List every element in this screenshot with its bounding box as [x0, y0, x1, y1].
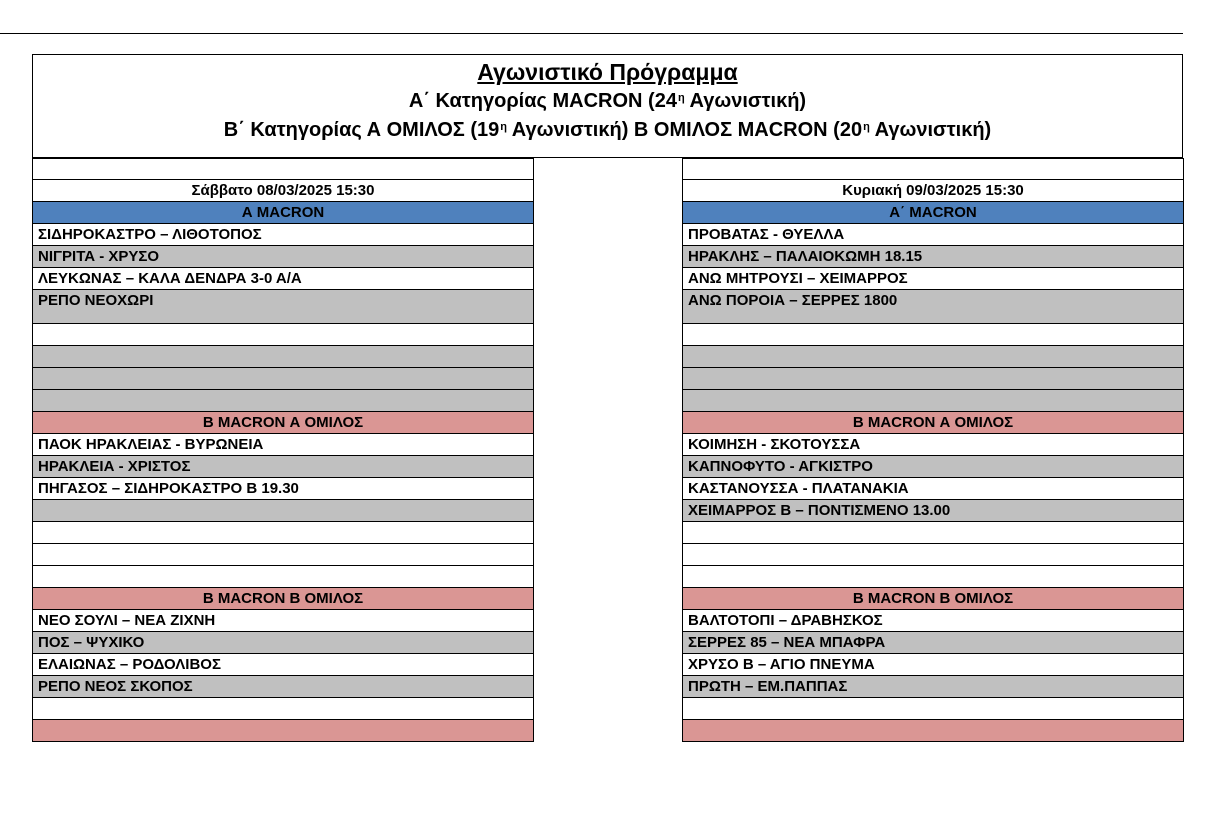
- category-a-subtitle: [33, 90, 1182, 113]
- saturday-schedule: [32, 158, 534, 742]
- match-row: ΠΡΟΒΑΤΑΣ - ΘΥΕΛΛΑ: [682, 224, 1184, 246]
- match-row: ΚΑΠΝΟΦΥΤΟ - ΑΓΚΙΣΤΡΟ: [682, 456, 1184, 478]
- empty-row: [682, 158, 1184, 180]
- page-title: Αγωνιστικό Πρόγραμμα: [477, 59, 738, 85]
- b-group-a-header: Β MACRON Α ΟΜΙΛΟΣ: [32, 412, 534, 434]
- ordinal-sup: η: [500, 121, 507, 133]
- subtitle-text: Αγωνιστική): [869, 119, 992, 141]
- match-row: ΑΝΩ ΠΟΡΟΙΑ – ΣΕΡΡΕΣ 1800: [682, 290, 1184, 324]
- empty-row: [682, 544, 1184, 566]
- match-row: ΒΑΛΤΟΤΟΠΙ – ΔΡΑΒΗΣΚΟΣ: [682, 610, 1184, 632]
- match-row: ΚΟΙΜΗΣΗ - ΣΚΟΤΟΥΣΣΑ: [682, 434, 1184, 456]
- empty-row: [32, 698, 534, 720]
- top-divider: [0, 33, 1183, 34]
- match-row: ΡΕΠΟ ΝΕΟΧΩΡΙ: [32, 290, 534, 324]
- match-row: ΠΑΟΚ ΗΡΑΚΛΕΙΑΣ - ΒΥΡΩΝΕΙΑ: [32, 434, 534, 456]
- match-row: ΗΡΑΚΛΕΙΑ - ΧΡΙΣΤΟΣ: [32, 456, 534, 478]
- subtitle-text: Β΄ Κατηγορίας Α ΟΜΙΛΟΣ (19: [223, 119, 500, 141]
- a-macron-header: Α MACRON: [32, 202, 534, 224]
- match-row: ΚΑΣΤΑΝΟΥΣΣΑ - ΠΛΑΤΑΝΑΚΙΑ: [682, 478, 1184, 500]
- match-row: ΝΕΟ ΣΟΥΛΙ – ΝΕΑ ΖΙΧΝΗ: [32, 610, 534, 632]
- schedule-header: [32, 54, 1183, 158]
- empty-row: [32, 566, 534, 588]
- category-b-subtitle: [33, 119, 1182, 142]
- empty-row: [682, 390, 1184, 412]
- subtitle-text: Α΄ Κατηγορίας MACRON (24: [408, 90, 677, 112]
- empty-row: [32, 522, 534, 544]
- empty-row: [682, 566, 1184, 588]
- empty-row: [682, 720, 1184, 742]
- empty-row: [32, 544, 534, 566]
- empty-row: [682, 324, 1184, 346]
- sunday-schedule: [682, 158, 1184, 742]
- match-row: ΝΙΓΡΙΤΑ - ΧΡΥΣΟ: [32, 246, 534, 268]
- saturday-date: Σάββατο 08/03/2025 15:30: [32, 180, 534, 202]
- match-row: ΛΕΥΚΩΝΑΣ – ΚΑΛΑ ΔΕΝΔΡΑ 3-0 Α/Α: [32, 268, 534, 290]
- empty-row: [32, 720, 534, 742]
- match-row: ΕΛΑΙΩΝΑΣ – ΡΟΔΟΛΙΒΟΣ: [32, 654, 534, 676]
- match-row: ΧΕΙΜΑΡΡΟΣ Β – ΠΟΝΤΙΣΜΕΝΟ 13.00: [682, 500, 1184, 522]
- empty-row: [682, 368, 1184, 390]
- empty-row: [682, 698, 1184, 720]
- empty-row: [682, 346, 1184, 368]
- match-row: ΗΡΑΚΛΗΣ – ΠΑΛΑΙΟΚΩΜΗ 18.15: [682, 246, 1184, 268]
- match-row: ΡΕΠΟ ΝΕΟΣ ΣΚΟΠΟΣ: [32, 676, 534, 698]
- sunday-date: Κυριακή 09/03/2025 15:30: [682, 180, 1184, 202]
- empty-row: [32, 500, 534, 522]
- subtitle-text: Αγωνιστική): [684, 90, 807, 112]
- match-row: ΣΕΡΡΕΣ 85 – ΝΕΑ ΜΠΑΦΡΑ: [682, 632, 1184, 654]
- empty-row: [32, 324, 534, 346]
- b-group-a-header: Β MACRON Α ΟΜΙΛΟΣ: [682, 412, 1184, 434]
- match-row: ΠΟΣ – ΨΥΧΙΚΟ: [32, 632, 534, 654]
- a-macron-header: Α΄ MACRON: [682, 202, 1184, 224]
- empty-row: [32, 158, 534, 180]
- empty-row: [682, 522, 1184, 544]
- match-row: ΠΡΩΤΗ – ΕΜ.ΠΑΠΠΑΣ: [682, 676, 1184, 698]
- ordinal-sup: η: [863, 121, 870, 133]
- match-row: ΠΗΓΑΣΟΣ – ΣΙΔΗΡΟΚΑΣΤΡΟ Β 19.30: [32, 478, 534, 500]
- match-row: ΧΡΥΣΟ Β – ΑΓΙΟ ΠΝΕΥΜΑ: [682, 654, 1184, 676]
- subtitle-text: Αγωνιστική) Β ΟΜΙΛΟΣ MACRON (20: [506, 119, 863, 141]
- empty-row: [32, 390, 534, 412]
- match-row: ΑΝΩ ΜΗΤΡΟΥΣΙ – ΧΕΙΜΑΡΡΟΣ: [682, 268, 1184, 290]
- b-group-b-header: Β MACRON Β ΟΜΙΛΟΣ: [682, 588, 1184, 610]
- match-row: ΣΙΔΗΡΟΚΑΣΤΡΟ – ΛΙΘΟΤΟΠΟΣ: [32, 224, 534, 246]
- empty-row: [32, 368, 534, 390]
- empty-row: [32, 346, 534, 368]
- b-group-b-header: Β MACRON Β ΟΜΙΛΟΣ: [32, 588, 534, 610]
- ordinal-sup: η: [677, 92, 685, 104]
